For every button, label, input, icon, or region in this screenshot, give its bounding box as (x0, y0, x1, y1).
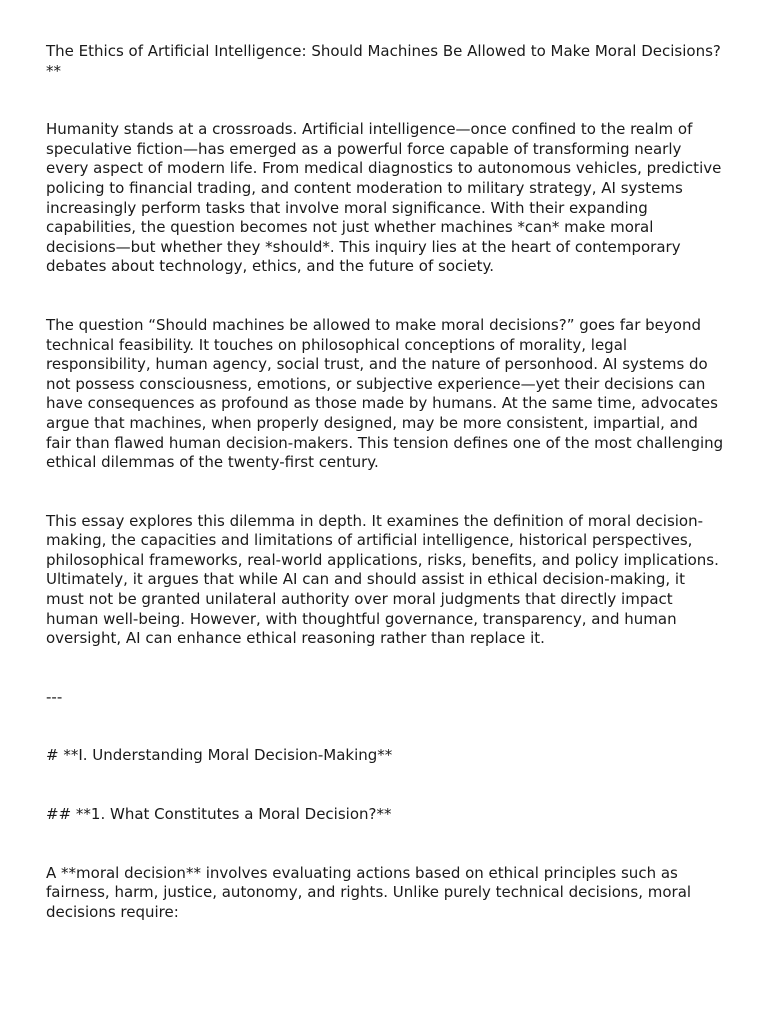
document-page (46, 42, 726, 922)
spacer (46, 707, 726, 746)
paragraph-thesis: This essay explores this dilemma in depth. It examines the definition of moral decision-making, the capacities and limitations of artificial intelligence, historical perspectives, philosophical frameworks, real-world applications, risks, benefits, and policy implications. Ultimately, it argues that while AI can and should assist in ethical decision-making, it must not be granted unilateral authority over moral judgments that directly impact human well-being. However, with thoughtful governance, transparency, and human oversight, AI can enhance ethical reasoning rather than replace it. (46, 511, 719, 648)
subsection-heading: ## **1. What Constitutes a Moral Decision?** (46, 805, 392, 824)
section-heading: # **I. Understanding Moral Decision-Making** (46, 746, 393, 765)
document-title: The Ethics of Artificial Intelligence: Should Machines Be Allowed to Make Moral Decisions?** (46, 42, 721, 80)
paragraph-question: The question “Should machines be allowed to make moral decisions?” goes far beyond technical feasibility. It touches on philosophical conceptions of morality, legal responsibility, human agency, social trust, and the nature of personhood. AI systems do not possess consciousness, emotions, or subjective experience—yet their decisions can have consequences as profound as those made by humans. At the same time, advocates argue that machines, when properly designed, may be more consistent, impartial, and fair than flawed human decision-makers. This tension defines one of the most challenging ethical dilemmas of the twenty-first century. (46, 315, 724, 472)
spacer (46, 766, 726, 805)
paragraph-intro: Humanity stands at a crossroads. Artificial intelligence—once confined to the realm of speculative fiction—has emerged as a powerful force capable of transforming nearly every aspect of modern life. From medical diagnostics to autonomous vehicles, predictive policing to financial trading, and content moderation to military strategy, AI systems increasingly perform tasks that involve moral significance. With their expanding capabilities, the question becomes not just whether machines *can* make moral decisions—but whether they *should*. This inquiry lies at the heart of contemporary debates about technology, ethics, and the future of society. (46, 120, 722, 276)
spacer (46, 277, 726, 316)
horizontal-rule-text: --- (46, 687, 63, 706)
spacer (46, 473, 726, 512)
spacer (46, 81, 726, 120)
spacer (46, 825, 726, 864)
spacer (46, 649, 726, 688)
paragraph-moral-decision: A **moral decision** involves evaluating actions based on ethical principles such as fairness, harm, justice, autonomy, and rights. Unlike purely technical decisions, moral decisions require: (46, 863, 692, 921)
